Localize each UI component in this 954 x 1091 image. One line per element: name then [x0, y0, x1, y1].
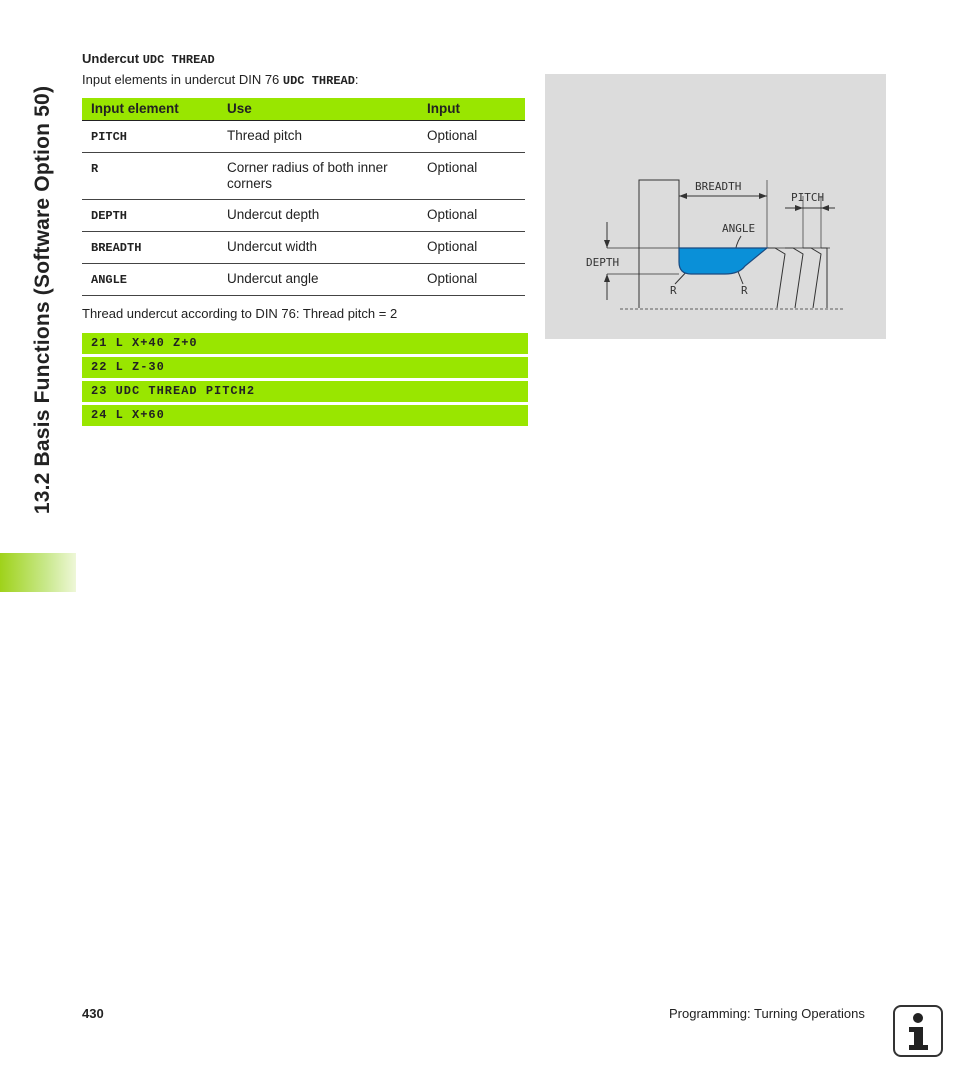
row-use: Corner radius of both inner corners: [218, 152, 418, 199]
table-row: [82, 263, 525, 295]
thread-flank: [803, 248, 821, 308]
arrowhead: [604, 274, 610, 282]
row-input: Optional: [418, 199, 525, 231]
header-use: Use: [218, 98, 418, 120]
table-row: [82, 231, 525, 263]
chapter-side-tab: [0, 0, 76, 592]
row-input: Optional: [418, 120, 525, 152]
footer-chapter-title: Programming: Turning Operations: [669, 1006, 865, 1021]
intro-code: UDC THREAD: [282, 74, 355, 88]
label-r-right: R: [741, 284, 748, 297]
intro-suffix: :: [354, 72, 359, 87]
section-heading: [82, 51, 215, 67]
row-use: Undercut angle: [218, 263, 418, 295]
row-element: BREADTH: [82, 231, 218, 263]
heading-label: Undercut: [82, 51, 140, 66]
row-use: Undercut depth: [218, 199, 418, 231]
row-input: Optional: [418, 152, 525, 199]
table-row: [82, 199, 525, 231]
table-row: [82, 152, 525, 199]
code-line: 21 L X+40 Z+0: [82, 333, 528, 354]
row-use: Thread pitch: [218, 120, 418, 152]
label-angle: ANGLE: [722, 222, 756, 235]
page-number: 430: [82, 1006, 104, 1021]
row-element: DEPTH: [82, 199, 218, 231]
label-r-left: R: [670, 284, 677, 297]
label-breadth: BREADTH: [695, 180, 742, 193]
chapter-title: 13.2 Basis Functions (Software Option 50): [31, 85, 54, 515]
row-use: Undercut width: [218, 231, 418, 263]
row-input: Optional: [418, 231, 525, 263]
row-element: PITCH: [82, 120, 218, 152]
example-caption: Thread undercut according to DIN 76: Thread pitch = 2: [82, 306, 398, 321]
row-element: R: [82, 152, 218, 199]
code-line: 23 UDC THREAD PITCH2: [82, 381, 528, 402]
thread-flank: [821, 248, 827, 308]
header-input-element: Input element: [82, 98, 218, 120]
thread-flank: [785, 248, 803, 308]
input-elements-table: [82, 98, 525, 296]
nc-program-example: [82, 333, 528, 429]
arrowhead: [795, 205, 803, 211]
code-line: 24 L X+60: [82, 405, 528, 426]
label-pitch: PITCH: [791, 191, 825, 204]
arrowhead: [759, 193, 767, 199]
chapter-tab-marker: [0, 553, 76, 592]
undercut-region: [679, 248, 767, 274]
info-button[interactable]: [893, 1005, 943, 1057]
code-line: 22 L Z-30: [82, 357, 528, 378]
arrowhead: [679, 193, 687, 199]
arrowhead: [604, 240, 610, 248]
undercut-diagram: [545, 74, 886, 339]
thread-flank: [767, 248, 785, 308]
row-element: ANGLE: [82, 263, 218, 295]
info-icon: [895, 1007, 941, 1055]
intro-text: [82, 72, 359, 88]
label-depth: DEPTH: [586, 256, 620, 269]
header-input: Input: [418, 98, 525, 120]
heading-code: UDC THREAD: [142, 53, 215, 67]
undercut-drawing: [545, 74, 886, 339]
intro-label: Input elements in undercut DIN 76: [82, 72, 280, 87]
table-row: [82, 120, 525, 152]
arrowhead: [821, 205, 829, 211]
table-header-row: [82, 98, 525, 120]
row-input: Optional: [418, 263, 525, 295]
